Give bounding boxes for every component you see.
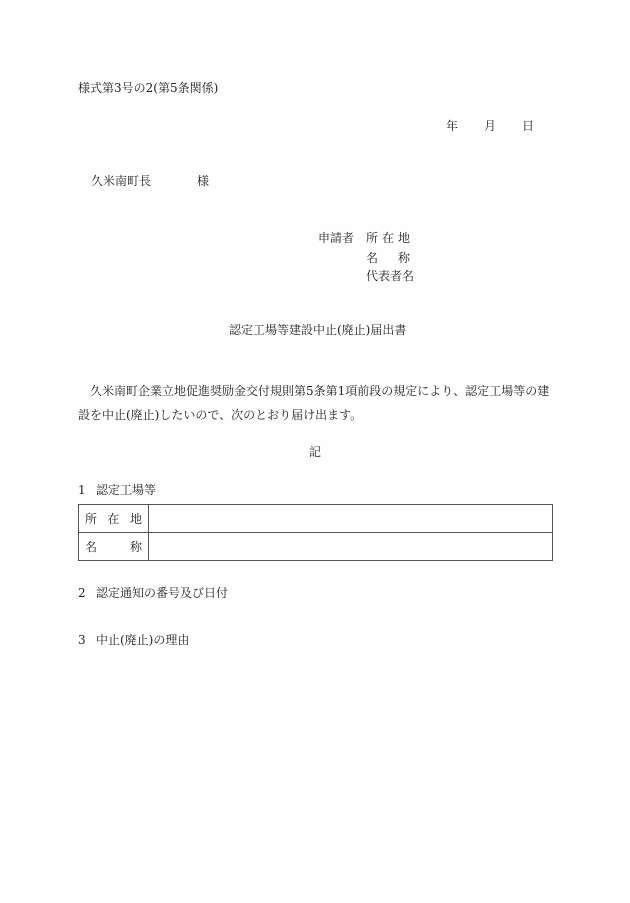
ki-heading: 記 — [309, 445, 322, 459]
addressee-honorific: 様 — [197, 174, 210, 188]
char: 所 — [85, 512, 98, 526]
section-number: 1 — [78, 483, 86, 497]
char: 名 — [85, 540, 98, 554]
char: 地 — [129, 512, 142, 526]
document-title: 認定工場等建設中止(廃止)届出書 — [229, 323, 407, 337]
addressee — [91, 173, 209, 189]
char: 在 — [381, 231, 394, 245]
applicant-label: 申請者 — [318, 231, 355, 245]
section-1 — [78, 482, 156, 498]
section-2 — [78, 585, 228, 601]
section-label: 中止(廃止)の理由 — [96, 633, 190, 647]
char: 在 — [107, 512, 120, 526]
section-number: 2 — [78, 586, 86, 600]
section-label: 認定工場等 — [96, 483, 157, 497]
applicant-name-label — [366, 250, 410, 266]
date-line — [446, 118, 534, 134]
facility-name-value[interactable] — [149, 533, 553, 561]
applicant-representative-label: 代表者名 — [366, 269, 415, 283]
section-label: 認定通知の番号及び日付 — [96, 586, 229, 600]
char: 称 — [129, 540, 142, 554]
facility-location-label — [79, 505, 149, 533]
char: 所 — [366, 231, 379, 245]
char: 称 — [397, 251, 410, 265]
form-number: 様式第3号の2(第5条関係) — [78, 81, 219, 95]
table-row — [79, 505, 553, 533]
date-month: 月 — [484, 119, 497, 133]
addressee-name: 久米南町長 — [91, 174, 152, 188]
char: 地 — [397, 231, 410, 245]
document-body: 久米南町企業立地促進奨励金交付規則第5条第1項前段の規定により、認定工場等の建設を中止(廃止)したいので、次のとおり届け出ます。 — [78, 384, 550, 422]
section-3 — [78, 632, 189, 648]
facility-location-value[interactable] — [149, 505, 553, 533]
char: 名 — [366, 251, 379, 265]
table-row — [79, 533, 553, 561]
facility-table — [78, 504, 553, 561]
section-number: 3 — [78, 633, 86, 647]
date-day: 日 — [522, 119, 535, 133]
facility-name-label — [79, 533, 149, 561]
applicant-location-label — [366, 230, 410, 246]
date-year: 年 — [446, 119, 459, 133]
